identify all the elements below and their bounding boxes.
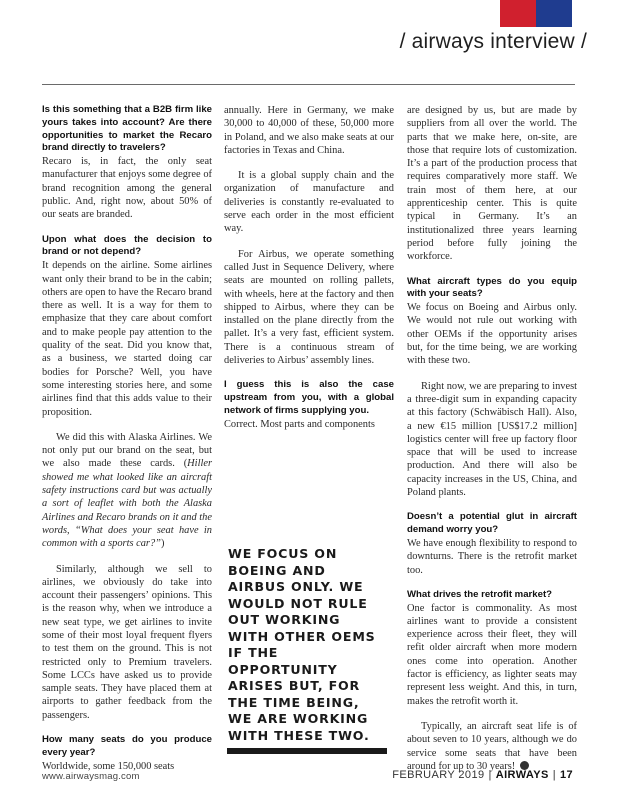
question-paragraph: [42, 104, 212, 222]
question: What aircraft types do you equip with your seats?: [407, 275, 577, 300]
body-text: ): [160, 538, 165, 550]
question-paragraph: [42, 234, 212, 419]
question-paragraph: [407, 511, 577, 576]
body-paragraph: Similarly, although we sell to airlines, we obviously do take into account their passengers’ opinions. This is the reason why, when we introduce a new seat type, we get airlines to invite some of their most loyal frequent flyers to test them on the ground. This is not restricted only to Premium travelers. Some LCCs have asked us to provide sample seats. They have placed them at airports to gather feedback from the passengers.: [42, 563, 212, 721]
answer: One factor is commonality. As most airlines want to provide a consistent experience across their fleet, they will refit older aircraft when more modern ones come into operation. Another factor is efficiency, as lighter seats may represent less weight. And this, in turn, makes the retrofit worth it.: [407, 602, 577, 707]
flag-blue-block: [536, 0, 572, 27]
question: What drives the retrofit market?: [407, 588, 553, 600]
answer: Correct. Most parts and components: [224, 418, 375, 430]
answer: Recaro is, in fact, the only seat manufacturer that enjoys some degree of brand recognition among the general public. And, right now, about 50% of our seats are branded.: [42, 156, 212, 221]
footer-magazine: AIRWAYS: [495, 769, 549, 781]
body-paragraph: annually. Here in Germany, we make 30,000 to 40,000 of these, 50,000 more in Poland, and we also make seats at our factories in Texas and China.: [224, 105, 394, 156]
body-text: Typically, an aircraft seat life is of about seven to 10 years, although we do service some seats that have been around for up to 30 years!: [407, 720, 577, 772]
column-1: [42, 104, 212, 773]
footer-date: FEBRUARY 2019: [392, 769, 485, 781]
body-paragraph: It is a global supply chain and the organization of manufacture and deliveries is constantly re-evaluated to serve each order in the most efficient way.: [224, 170, 394, 235]
question-paragraph: [42, 734, 212, 773]
body-paragraph: are designed by us, but are made by suppliers from all over the world. The parts that we make here, on-site, are those that require lots of customization. It’s a part of the production process that requires comparatively more staff. We train most of them here, at our apprenticeship center. This is quite typical in Germany. It’s an institutionalized three years learning period before fully joining the workforce.: [407, 105, 577, 263]
footer-website: www.airwaysmag.com: [42, 771, 140, 782]
pull-quote-bar: [227, 748, 387, 754]
body-paragraph: [42, 431, 212, 551]
question: Doesn’t a potential glut in aircraft demand worry you?: [407, 511, 577, 536]
body-text: We did this with Alaska Airlines. We not only put our brand on the seat, but we also made these cards. (: [42, 431, 212, 470]
footer-separator: |: [488, 769, 492, 781]
question: Is this something that a B2B firm like yours takes into account? Are there opportunities to market the Recaro brand directly to travelers?: [42, 104, 212, 154]
question-paragraph: [407, 589, 577, 708]
pull-quote: WE FOCUS ON BOEING AND AIRBUS ONLY. WE WOULD NOT RULE OUT WORKING WITH OTHER OEMS IF THE OPPORTUNITY ARISES BUT, FOR THE TIME BEING, WE ARE WORKING WITH THESE TWO.: [228, 546, 376, 743]
column-2: [224, 104, 394, 431]
question: Upon what does the decision to brand or not depend?: [42, 233, 212, 258]
section-title: / airways interview /: [399, 30, 587, 53]
answer: We focus on Boeing and Airbus only. We would not rule out working with other OEMs if the opportunity arises but, for the time being, we are working with these two.: [407, 302, 577, 367]
body-paragraph: Right now, we are preparing to invest a three-digit sum in expanding capacity at this factory (Schwäbisch Hall). Also, a new €15 million [US$17.2 million] logistics center will free up factory floor space that will be used to increase production. And there will also be capacity increases in the US, China, and Poland plants.: [407, 380, 578, 499]
page-number: 17: [559, 769, 573, 781]
answer: It depends on the airline. Some airlines want only their brand to be in the cabin; others are open to have the Recaro brand there as well. It is a way for them to emphasize that they care about comfort and to make people pay attention to the quality of the seat. Did you know that, as a business, we started doing car bodies for Porsche? Well, you have some interesting stories here, and some airlines find that this adds value to their proposition.: [42, 260, 212, 418]
question: How many seats do you produce every year?: [42, 734, 212, 758]
question: I guess this is also the case upstream from you, with a global network of firms supplying you.: [224, 379, 394, 416]
question-paragraph: [224, 379, 394, 431]
question-paragraph: [407, 276, 577, 368]
footer-separator: |: [552, 769, 556, 781]
body-paragraph: [407, 720, 577, 773]
header-rule: [42, 84, 575, 85]
body-paragraph: For Airbus, we operate something called Just in Sequence Delivery, where seats are mounted on rolling pallets, with wheels, here at the factory and then shipped to Airbus, where they can be installed on the plane directly from the pallet. It’s a very fast, efficient system. There is a continuous stream of deliveries to Airbus’ assembly lines.: [224, 248, 394, 367]
answer: Worldwide, some 150,000 seats: [42, 760, 175, 772]
italic-aside: Hiller showed me what looked like an aircraft safety instructions card but was actually a sort of leaflet with both the Alaska Airlines and Recaro brands on it and the words, “What does your seat have in common with a sports car?”: [42, 458, 212, 550]
footer-issue: [392, 769, 573, 781]
column-3: [407, 104, 577, 773]
answer: We have enough flexibility to respond to downturns. There is the retrofit market too.: [407, 537, 577, 576]
flag-red-block: [500, 0, 536, 27]
